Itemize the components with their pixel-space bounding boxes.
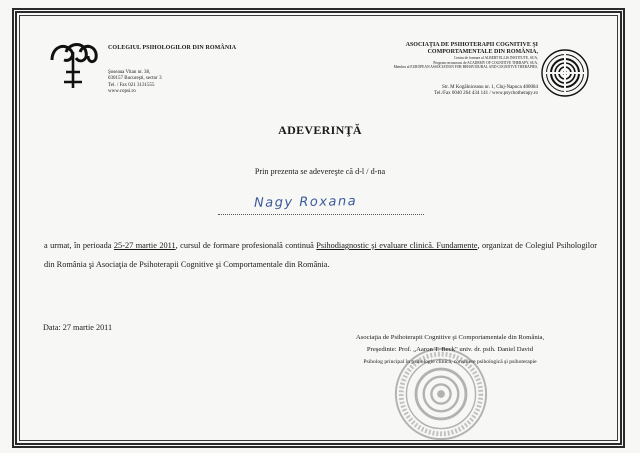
copsi-website: www.copsi.ro (108, 89, 136, 95)
copsi-address-line: Tel. / Fax 021 3131555 (108, 82, 155, 88)
course-name: Psihodiagnostic şi evaluare clinică. Fundamente (316, 241, 478, 250)
copsi-name: COLEGIUL PSIHOLOGILOR DIN ROMÂNIA (108, 45, 237, 51)
apcc-contact-line: Tel./Fax 0040 264 434 141 / www.psychotherapy.ro (434, 91, 538, 97)
apcc-logo-icon (540, 48, 590, 98)
document-title: ADEVERINŢĂ (278, 123, 362, 137)
apcc-affiliation: Centru de formare al ALBERT ELLIS INSTITUTE, SUA, (453, 56, 538, 60)
course-period: 25-27 martie 2011 (113, 241, 176, 250)
signature-organization: Asociaţia de Psihoterapii Cognitive şi Comportamentale din România, (355, 334, 545, 341)
apcc-name-line2: COMPORTAMENTALE DIN ROMÂNIA, (427, 49, 538, 55)
apcc-affiliation: Program recunoscut de ACADEMY OF COGNITIVE THERAPY, SUA, (433, 60, 538, 65)
apcc-header (278, 42, 538, 70)
copsi-address-line: Şoseaua Vitan nr. 38, (108, 70, 151, 75)
signature-title: Psiholog principal în psihologie clinică, consiliere psihologică şi psihoterapie (363, 359, 537, 365)
apcc-affiliation: Membru al EUROPEAN ASSOCIATION FOR BEHAVIOURAL AND COGNITIVE THERAPIES, (393, 65, 538, 70)
copsi-logo-icon (44, 38, 102, 92)
recipient-name: Nagy Roxana (253, 194, 358, 211)
copsi-address (108, 70, 162, 96)
signature-president: Preşedinte: Prof. „Aaron T. Beck" univ. dr. psih. Daniel David (366, 346, 534, 353)
apcc-name-line1: ASOCIAŢIA DE PSIHOTERAPII COGNITIVE ŞI (405, 42, 538, 48)
issue-date: Data: 27 martie 2011 (43, 323, 113, 332)
body-text: , organizat de Colegiul Psihologilor din România şi Asociaţia de Psihoterapii Cognitive şi Comportamentale din România. (44, 241, 597, 269)
apcc-address (278, 85, 538, 98)
name-dotted-line (218, 214, 424, 215)
signature-block (300, 332, 600, 368)
body-text: a urmat, în perioada (44, 241, 114, 250)
copsi-address-line: 030157 Bucureşti, sector 3 (108, 76, 162, 82)
apcc-address-line: Str. M Kogălniceanu nr. 1, Cluj-Napoca 400084 (442, 85, 538, 90)
document-subtitle: Prin prezenta se adevereşte că d-l / d-na (254, 167, 386, 176)
body-paragraph (44, 236, 597, 274)
body-text: , cursul de formare profesională continuă (175, 241, 317, 250)
